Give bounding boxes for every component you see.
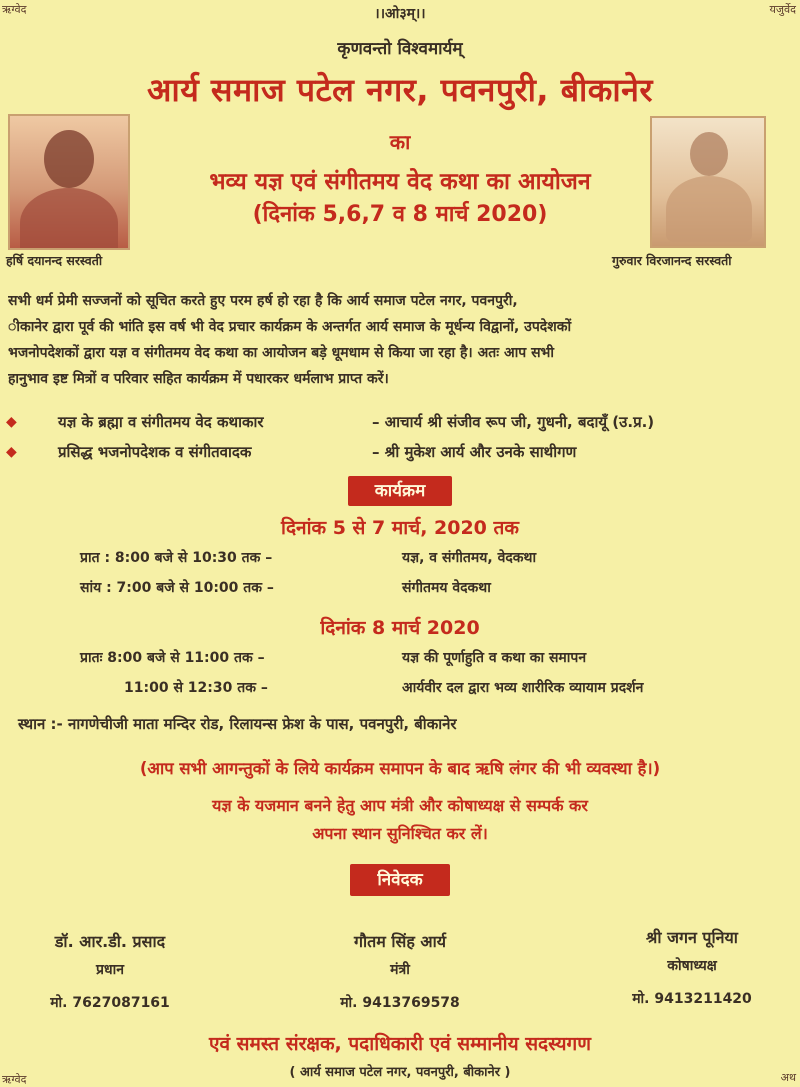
event-title: भव्य यज्ञ एवं संगीतमय वेद कथा का आयोजन xyxy=(209,169,591,195)
schedule-activity: आर्यवीर दल द्वारा भव्य शारीरिक व्यायाम प्रदर्शन xyxy=(402,680,644,696)
requester-name: गौतम सिंह आर्य xyxy=(353,932,447,951)
requester-role: मंत्री xyxy=(390,962,410,978)
portrait-virjanand xyxy=(650,116,766,248)
corner-label-top-right: यजुर्वेद xyxy=(769,3,796,16)
intro-line: हानुभाव इष्ट मित्रों व परिवार सहित कार्यक्रम में पधारकर धर्मलाभ प्राप्त करें। xyxy=(8,371,389,387)
intro-paragraph xyxy=(8,288,798,392)
day1-heading: दिनांक 5 से 7 मार्च, 2020 तक xyxy=(281,517,519,539)
venue: स्थान :- नागणेचीजी माता मन्दिर रोड, रिलायन्स फ्रेश के पास, पवनपुरी, बीकानेर xyxy=(18,715,457,733)
langar-note: (आप सभी आगन्तुकों के लिये कार्यक्रम समापन के बाद ऋषि लंगर की भी व्यवस्था है।) xyxy=(139,759,661,778)
requester-mobile: मो. 9413769578 xyxy=(340,995,460,1011)
schedule-activity: संगीतमय वेदकथा xyxy=(402,580,491,596)
schedule-activity: यज्ञ, व संगीतमय, वेदकथा xyxy=(402,550,537,566)
bullet-row xyxy=(6,412,17,430)
requester-name: डॉ. आर.डी. प्रसाद xyxy=(54,932,166,951)
motto: कृणवन्तो विश्वमार्यम् xyxy=(337,39,463,59)
diamond-icon: ◆ xyxy=(6,444,17,460)
om-symbol: ।।ओ३म्।। xyxy=(374,6,426,22)
intro-line: भजनोपदेशकों द्वारा यज्ञ व संगीतमय वेद कथा का आयोजन बड़े धूमधाम से किया जा रहा है। अतः आप सभी xyxy=(8,345,555,361)
corner-label-bottom-left: ऋग्वेद xyxy=(2,1073,27,1086)
requester-secretary xyxy=(300,930,500,1012)
requesters-heading-box: निवेदक xyxy=(350,864,450,896)
intro-line: ीकानेर द्वारा पूर्व की भांति इस वर्ष भी वेद प्रचार कार्यक्रम के अन्तर्गत आर्य समाज के मूर्धन्य विद्वानों, उपदेशकों xyxy=(8,319,572,335)
portrait-caption-right: गुरुवार विरजानन्द सरस्वती xyxy=(612,253,732,268)
organization-title: आर्य समाज पटेल नगर, पवनपुरी, बीकानेर xyxy=(147,71,653,109)
schedule-activity: यज्ञ की पूर्णाहुति व कथा का समापन xyxy=(402,650,587,666)
appeal-line-2: अपना स्थान सुनिश्चित कर लें। xyxy=(312,824,488,843)
schedule-time: सांय : 7:00 बजे से 10:00 तक – xyxy=(80,580,274,596)
requester-mobile: मो. 9413211420 xyxy=(632,991,752,1007)
diamond-icon: ◆ xyxy=(6,414,17,430)
bullet-value: – आचार्य श्री संजीव रूप जी, गुधनी, बदायूँ (उ.प्र.) xyxy=(372,413,655,431)
schedule-time: प्रातः 8:00 बजे से 11:00 तक – xyxy=(80,650,265,666)
corner-label-top-left: ऋग्वेद xyxy=(2,3,27,16)
organization-footer: ( आर्य समाज पटेल नगर, पवनपुरी, बीकानेर ) xyxy=(289,1065,511,1080)
requester-role: कोषाध्यक्ष xyxy=(667,958,717,974)
bullet-label: यज्ञ के ब्रह्मा व संगीतमय वेद कथाकार xyxy=(58,413,264,431)
day2-heading: दिनांक 8 मार्च 2020 xyxy=(320,617,480,639)
requester-president xyxy=(10,930,210,1012)
title-connector: का xyxy=(389,130,411,154)
schedule-time: प्रात : 8:00 बजे से 10:30 तक – xyxy=(80,550,273,566)
portrait-caption-left: हर्षि दयानन्द सरस्वती xyxy=(6,253,103,268)
portrait-dayanand xyxy=(8,114,130,250)
requester-name: श्री जगन पूनिया xyxy=(646,928,738,947)
appeal-line-1: यज्ञ के यजमान बनने हेतु आप मंत्री और कोषाध्यक्ष से सम्पर्क कर xyxy=(212,796,588,815)
schedule-time: 11:00 से 12:30 तक – xyxy=(124,680,268,696)
bullet-value: – श्री मुकेश आर्य और उनके साथीगण xyxy=(372,443,577,461)
bullet-label: प्रसिद्ध भजनोपदेशक व संगीतवादक xyxy=(58,443,252,461)
event-dates: (दिनांक 5,6,7 व 8 मार्च 2020) xyxy=(252,202,548,227)
corner-label-bottom-right: अथ xyxy=(780,1071,796,1084)
bullet-row xyxy=(6,442,17,460)
intro-line: सभी धर्म प्रेमी सज्जनों को सूचित करते हुए परम हर्ष हो रहा है कि आर्य समाज पटेल नगर, पवनपुरी, xyxy=(8,293,518,309)
closing-line: एवं समस्त संरक्षक, पदाधिकारी एवं सम्मानीय सदस्यगण xyxy=(209,1033,591,1055)
requester-mobile: मो. 7627087161 xyxy=(50,995,170,1011)
requester-role: प्रधान xyxy=(96,962,124,978)
requester-treasurer xyxy=(592,926,792,1008)
program-heading-box: कार्यक्रम xyxy=(348,476,452,506)
